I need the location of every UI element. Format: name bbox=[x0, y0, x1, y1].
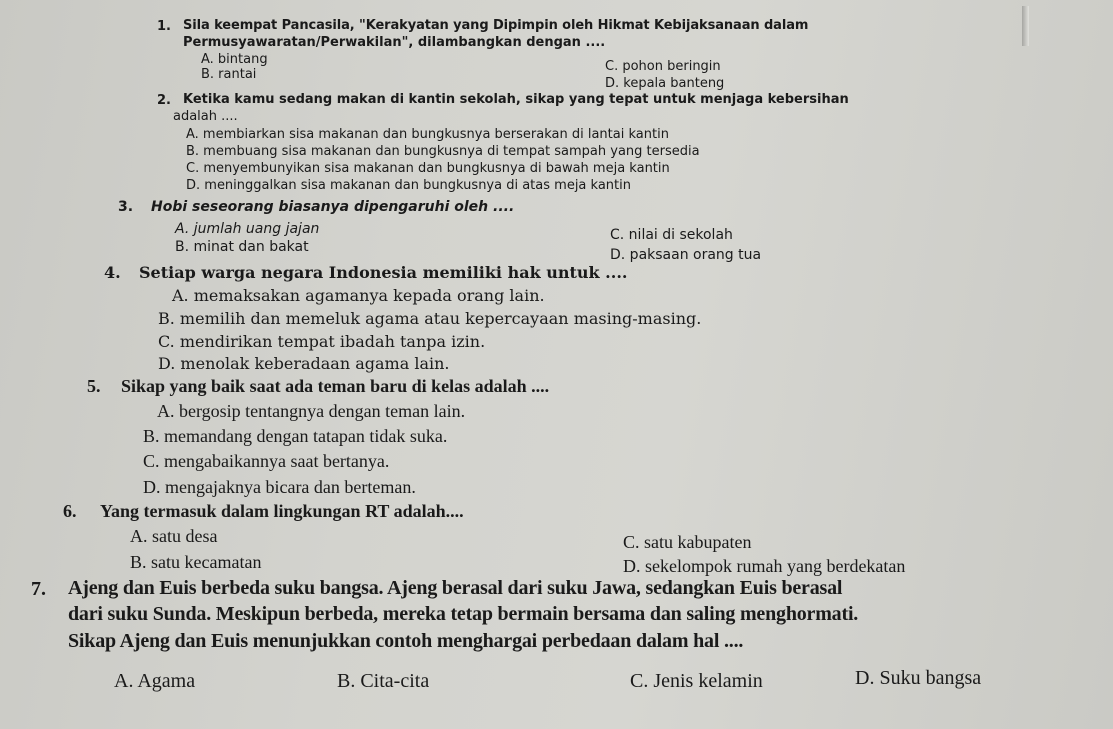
q7-text-line2: dari suku Sunda. Meskipun berbeda, mereka tetap bermain bersama dan saling menghormati. bbox=[68, 603, 859, 625]
q4-text: Setiap warga negara Indonesia memiliki hak untuk .... bbox=[139, 263, 628, 282]
q4-option-d: D. menolak keberadaan agama lain. bbox=[158, 354, 450, 373]
q7-option-b: B. Cita-cita bbox=[337, 670, 430, 692]
q7-option-a: A. Agama bbox=[114, 670, 196, 692]
q4-option-a: A. memaksakan agamanya kepada orang lain. bbox=[172, 286, 545, 305]
q3-option-c: C. nilai di sekolah bbox=[610, 227, 733, 243]
q2-option-a: A. membiarkan sisa makanan dan bungkusnya berserakan di lantai kantin bbox=[186, 127, 669, 142]
q5-text: Sikap yang baik saat ada teman baru di kelas adalah .... bbox=[121, 376, 550, 396]
q1-text-line2: Permusyawaratan/Perwakilan", dilambangkan dengan .... bbox=[183, 35, 606, 50]
q3-option-a: A. jumlah uang jajan bbox=[175, 221, 320, 237]
q7-number: 7. bbox=[31, 578, 46, 600]
q1-option-a: A. bintang bbox=[201, 52, 268, 67]
q3-option-d: D. paksaan orang tua bbox=[610, 247, 762, 263]
q7-text-line3: Sikap Ajeng dan Euis menunjukkan contoh menghargai perbedaan dalam hal .... bbox=[68, 630, 744, 652]
q1-option-d: D. kepala banteng bbox=[605, 76, 725, 91]
q7-text-line1: Ajeng dan Euis berbeda suku bangsa. Ajeng berasal dari suku Jawa, sedangkan Euis berasal bbox=[68, 577, 843, 599]
q2-option-c: C. menyembunyikan sisa makanan dan bungkusnya di bawah meja kantin bbox=[186, 161, 670, 176]
q6-option-a: A. satu desa bbox=[130, 526, 218, 546]
q2-text-line1: Ketika kamu sedang makan di kantin sekolah, sikap yang tepat untuk menjaga kebersihan bbox=[183, 92, 849, 107]
q1-number: 1. bbox=[157, 19, 171, 34]
q5-option-a: A. bergosip tentangnya dengan teman lain. bbox=[157, 401, 466, 421]
q6-option-c: C. satu kabupaten bbox=[623, 532, 752, 552]
q6-number: 6. bbox=[63, 501, 77, 521]
q2-option-d: D. meninggalkan sisa makanan dan bungkusnya di atas meja kantin bbox=[186, 178, 631, 193]
q6-option-d: D. sekelompok rumah yang berdekatan bbox=[623, 556, 906, 576]
q4-option-c: C. mendirikan tempat ibadah tanpa izin. bbox=[158, 332, 486, 351]
q2-text-line2: adalah .... bbox=[173, 109, 238, 124]
q1-text-line1: Sila keempat Pancasila, "Kerakyatan yang Dipimpin oleh Hikmat Kebijaksanaan dalam bbox=[183, 18, 809, 33]
q3-text: Hobi seseorang biasanya dipengaruhi oleh .... bbox=[151, 199, 515, 215]
q5-option-b: B. memandang dengan tatapan tidak suka. bbox=[143, 426, 448, 446]
q2-option-b: B. membuang sisa makanan dan bungkusnya di tempat sampah yang tersedia bbox=[186, 144, 700, 159]
q4-option-b: B. memilih dan memeluk agama atau kepercayaan masing-masing. bbox=[158, 309, 702, 328]
q5-option-d: D. mengajaknya bicara dan berteman. bbox=[143, 477, 416, 497]
q6-text: Yang termasuk dalam lingkungan RT adalah.... bbox=[100, 501, 464, 521]
q6-option-b: B. satu kecamatan bbox=[130, 552, 262, 572]
q3-option-b: B. minat dan bakat bbox=[175, 239, 309, 255]
q2-number: 2. bbox=[157, 93, 171, 108]
q1-option-b: B. rantai bbox=[201, 67, 257, 82]
q3-number: 3. bbox=[118, 199, 134, 215]
q7-option-c: C. Jenis kelamin bbox=[630, 670, 763, 692]
paper-crease bbox=[1022, 6, 1029, 46]
q5-number: 5. bbox=[87, 376, 101, 396]
q7-option-d: D. Suku bangsa bbox=[855, 667, 982, 689]
q5-option-c: C. mengabaikannya saat bertanya. bbox=[143, 451, 390, 471]
q1-option-c: C. pohon beringin bbox=[605, 59, 721, 74]
q4-number: 4. bbox=[104, 263, 121, 282]
